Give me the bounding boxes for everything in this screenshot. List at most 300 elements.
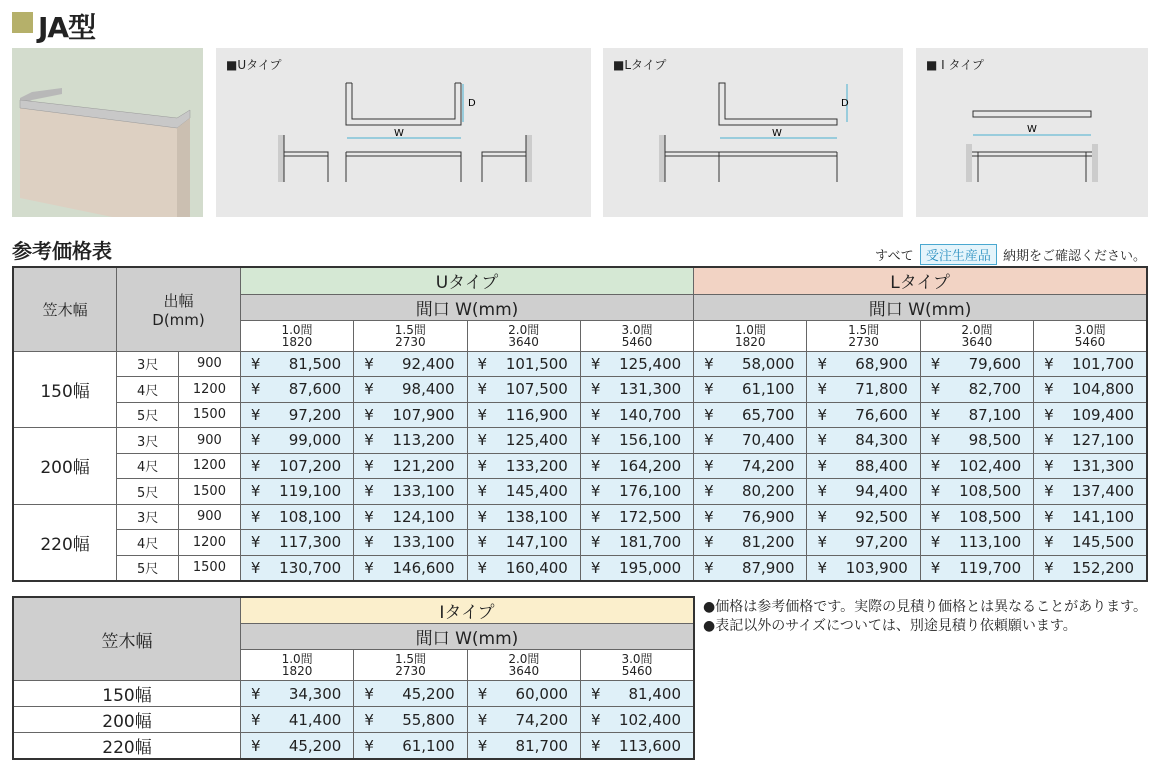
yen-sign: ¥: [930, 533, 941, 552]
yen-sign: ¥: [817, 431, 827, 450]
notes: [703, 598, 1153, 636]
price-cell: [467, 733, 580, 760]
price-value: 137,400: [1071, 482, 1134, 501]
ken-label: 1.5間: [394, 652, 427, 666]
price-value: 88,400: [855, 456, 908, 475]
yen-sign: ¥: [250, 405, 261, 424]
yen-sign: ¥: [477, 482, 488, 501]
price-cell: [354, 428, 467, 454]
price-value: 107,200: [279, 456, 342, 475]
yen-sign: ¥: [477, 558, 488, 577]
price-cell: [694, 351, 807, 377]
title-square-icon: [12, 12, 33, 33]
price-cell: [240, 733, 353, 760]
price-value: 195,000: [619, 558, 682, 577]
price-value: 125,400: [619, 354, 682, 373]
price-cell: [920, 504, 1033, 530]
yen-sign: ¥: [930, 380, 941, 399]
price-value: 113,200: [392, 431, 455, 450]
width-column-header: [354, 650, 467, 681]
width-column-header: [580, 320, 693, 351]
u-type-drawing: [216, 48, 591, 217]
yen-sign: ¥: [930, 456, 941, 475]
price-value: 58,000: [741, 354, 795, 373]
price-value: 87,100: [968, 405, 1022, 424]
price-value: 124,100: [392, 507, 455, 526]
price-cell: [580, 555, 693, 581]
price-cell: [354, 453, 467, 479]
u-type-label: ■Uタイプ: [226, 58, 282, 72]
price-cell: [807, 479, 920, 505]
price-cell: [354, 555, 467, 581]
price-value: 101,500: [505, 354, 568, 373]
price-value: 117,300: [279, 533, 342, 552]
section-title: 参考価格表: [12, 239, 112, 263]
price-value: 81,200: [741, 533, 795, 552]
price-cell: [354, 479, 467, 505]
price-cell: [694, 555, 807, 581]
price-value: 65,700: [741, 405, 795, 424]
price-cell: [694, 530, 807, 556]
price-value: 172,500: [619, 507, 682, 526]
price-cell: [920, 351, 1033, 377]
yen-sign: ¥: [704, 456, 714, 475]
yen-sign: ¥: [250, 456, 261, 475]
yen-sign: ¥: [817, 533, 827, 552]
yen-sign: ¥: [250, 736, 261, 755]
price-value: 84,300: [855, 431, 908, 450]
price-cell: [354, 351, 467, 377]
width-column-header: [467, 320, 580, 351]
shaku-cell: 4尺: [117, 453, 179, 479]
width-header: 間口 W(mm): [240, 624, 694, 650]
i-type-header: Iタイプ: [240, 597, 694, 624]
yen-sign: ¥: [817, 558, 827, 577]
table-row: [13, 555, 1147, 581]
yen-sign: ¥: [930, 558, 941, 577]
yen-sign: ¥: [250, 558, 261, 577]
table-row: [13, 479, 1147, 505]
price-value: 104,800: [1071, 380, 1134, 399]
yen-sign: ¥: [704, 431, 714, 450]
product-image: [12, 48, 203, 217]
depth-cell: 1200: [178, 530, 240, 556]
depth-cell: 900: [178, 428, 240, 454]
yen-sign: ¥: [1044, 482, 1054, 501]
price-value: 108,500: [959, 482, 1022, 501]
price-value: 45,200: [288, 736, 342, 755]
price-cell: [467, 479, 580, 505]
price-cell: [467, 681, 580, 707]
price-value: 101,700: [1071, 354, 1134, 373]
shaku-cell: 5尺: [117, 555, 179, 581]
mm-label: 3640: [961, 334, 993, 349]
l-type-label: ■Lタイプ: [613, 58, 667, 72]
price-value: 133,100: [392, 533, 455, 552]
price-cell: [240, 681, 353, 707]
yen-sign: ¥: [930, 482, 941, 501]
price-cell: [467, 530, 580, 556]
l-type-header: Lタイプ: [694, 267, 1147, 294]
price-value: 125,400: [505, 431, 568, 450]
yen-sign: ¥: [250, 710, 261, 729]
price-cell: [1034, 402, 1147, 428]
price-value: 133,200: [505, 456, 568, 475]
mm-label: 3640: [508, 664, 540, 678]
depth-header: [117, 267, 241, 351]
price-value: 80,200: [741, 482, 795, 501]
made-to-order-notice: [875, 244, 1146, 265]
price-value: 113,100: [959, 533, 1022, 552]
yen-sign: ¥: [364, 533, 374, 552]
width-header: 間口 W(mm): [240, 294, 693, 320]
yen-sign: ¥: [1044, 354, 1054, 373]
ken-label: 2.0間: [961, 322, 993, 337]
yen-sign: ¥: [364, 380, 374, 399]
price-cell: [240, 555, 353, 581]
mm-label: 1820: [281, 664, 313, 678]
price-value: 103,900: [845, 558, 908, 577]
table-row: [13, 351, 1147, 377]
price-cell: [467, 351, 580, 377]
price-cell: [807, 377, 920, 403]
price-cell: [1034, 351, 1147, 377]
ken-label: 2.0間: [508, 652, 540, 666]
price-value: 146,600: [392, 558, 455, 577]
yen-sign: ¥: [1044, 507, 1054, 526]
price-cell: [240, 707, 353, 733]
price-value: 164,200: [619, 456, 682, 475]
table-row: [13, 428, 1147, 454]
ken-label: 2.0間: [508, 322, 540, 337]
mm-label: 2730: [848, 334, 879, 349]
yen-sign: ¥: [591, 736, 601, 755]
yen-sign: ¥: [364, 431, 374, 450]
yen-sign: ¥: [590, 431, 601, 450]
yen-sign: ¥: [1044, 431, 1054, 450]
depth-cell: 1500: [178, 555, 240, 581]
price-cell: [807, 504, 920, 530]
price-value: 147,100: [505, 533, 568, 552]
i-type-label: ■ I タイプ: [926, 58, 984, 72]
price-value: 160,400: [505, 558, 568, 577]
mm-label: 3640: [508, 334, 539, 349]
yen-sign: ¥: [250, 354, 261, 373]
price-value: 113,600: [618, 736, 681, 755]
table-row: [13, 402, 1147, 428]
yen-sign: ¥: [364, 710, 374, 729]
ken-label: 3.0間: [621, 652, 653, 666]
price-value: 102,400: [618, 710, 681, 729]
table-row: [13, 707, 694, 733]
price-value: 45,200: [402, 684, 455, 703]
yen-sign: ¥: [591, 710, 601, 729]
width-column-header: [354, 320, 467, 351]
kasagi-width-cell: 220幅: [13, 733, 240, 760]
price-value: 156,100: [619, 431, 682, 450]
price-cell: [694, 479, 807, 505]
ken-label: 1.5間: [848, 322, 880, 337]
price-value: 34,300: [288, 684, 342, 703]
price-value: 68,900: [855, 354, 908, 373]
price-cell: [240, 479, 353, 505]
yen-sign: ¥: [704, 558, 714, 577]
yen-sign: ¥: [250, 380, 261, 399]
price-cell: [467, 377, 580, 403]
w-label: W: [1027, 124, 1037, 135]
price-value: 55,800: [402, 710, 455, 729]
i-type-drawing: [916, 48, 1148, 217]
price-cell: [354, 707, 467, 733]
kasagi-width-cell: 150幅: [13, 681, 240, 707]
shaku-cell: 4尺: [117, 530, 179, 556]
price-value: 81,500: [288, 354, 342, 373]
ken-label: 1.5間: [394, 322, 426, 337]
price-value: 152,200: [1071, 558, 1134, 577]
depth-cell: 1200: [178, 377, 240, 403]
yen-sign: ¥: [477, 684, 488, 703]
price-value: 76,600: [855, 405, 908, 424]
mm-label: 1820: [735, 334, 766, 349]
yen-sign: ¥: [590, 354, 601, 373]
depth-cell: 1500: [178, 479, 240, 505]
mm-label: 5460: [621, 664, 653, 678]
mm-label: 2730: [395, 334, 426, 349]
l-type-diagram: [603, 48, 903, 217]
price-cell: [807, 453, 920, 479]
width-column-header: [694, 320, 807, 351]
price-cell: [354, 504, 467, 530]
price-value: 74,200: [741, 456, 795, 475]
price-cell: [240, 530, 353, 556]
price-cell: [580, 530, 693, 556]
price-cell: [920, 555, 1033, 581]
yen-sign: ¥: [477, 710, 488, 729]
price-cell: [580, 351, 693, 377]
depth-label: 出幅: [163, 291, 194, 310]
ul-price-table: [12, 266, 1148, 582]
i-price-table: [12, 596, 695, 760]
price-cell: [920, 428, 1033, 454]
yen-sign: ¥: [1044, 380, 1054, 399]
l-type-drawing: [603, 48, 903, 217]
i-type-diagram: [916, 48, 1148, 217]
price-cell: [807, 402, 920, 428]
price-cell: [694, 453, 807, 479]
price-value: 127,100: [1071, 431, 1134, 450]
yen-sign: ¥: [590, 456, 601, 475]
price-value: 74,200: [515, 710, 569, 729]
price-value: 79,600: [968, 354, 1022, 373]
price-cell: [920, 402, 1033, 428]
yen-sign: ¥: [477, 380, 488, 399]
price-cell: [240, 504, 353, 530]
price-cell: [694, 428, 807, 454]
price-value: 109,400: [1071, 405, 1134, 424]
depth-cell: 1500: [178, 402, 240, 428]
price-cell: [580, 377, 693, 403]
width-column-header: [240, 650, 353, 681]
price-cell: [240, 453, 353, 479]
price-cell: [920, 479, 1033, 505]
width-column-header: [240, 320, 353, 351]
kasagi-width-cell: 200幅: [13, 428, 117, 505]
yen-sign: ¥: [364, 507, 374, 526]
notice-suffix: 納期をご確認ください。: [1002, 249, 1146, 264]
price-cell: [1034, 377, 1147, 403]
shaku-cell: 3尺: [117, 351, 179, 377]
yen-sign: ¥: [930, 507, 941, 526]
product-photo: [12, 48, 203, 217]
price-cell: [354, 377, 467, 403]
price-value: 141,100: [1071, 507, 1134, 526]
shaku-cell: 4尺: [117, 377, 179, 403]
price-value: 94,400: [855, 482, 908, 501]
yen-sign: ¥: [477, 431, 488, 450]
price-cell: [694, 402, 807, 428]
table-row: [13, 453, 1147, 479]
price-cell: [354, 681, 467, 707]
yen-sign: ¥: [477, 456, 488, 475]
price-cell: [354, 402, 467, 428]
yen-sign: ¥: [590, 380, 601, 399]
width-column-header: [920, 320, 1033, 351]
price-cell: [807, 428, 920, 454]
price-cell: [581, 681, 694, 707]
yen-sign: ¥: [477, 405, 488, 424]
price-cell: [467, 428, 580, 454]
price-value: 61,100: [402, 736, 455, 755]
yen-sign: ¥: [817, 380, 827, 399]
price-value: 60,000: [515, 684, 569, 703]
table-row: [13, 530, 1147, 556]
price-value: 116,900: [505, 405, 568, 424]
price-cell: [240, 377, 353, 403]
price-value: 133,100: [392, 482, 455, 501]
price-cell: [240, 402, 353, 428]
table-row: [13, 504, 1147, 530]
width-column-header: [581, 650, 694, 681]
depth-cell: 900: [178, 351, 240, 377]
yen-sign: ¥: [704, 533, 714, 552]
price-value: 71,800: [855, 380, 908, 399]
yen-sign: ¥: [704, 354, 714, 373]
price-value: 119,100: [279, 482, 342, 501]
yen-sign: ¥: [250, 533, 261, 552]
table-row: [13, 377, 1147, 403]
yen-sign: ¥: [817, 507, 827, 526]
width-column-header: [1034, 320, 1147, 351]
width-column-header: [807, 320, 920, 351]
price-value: 108,500: [959, 507, 1022, 526]
price-value: 82,700: [968, 380, 1022, 399]
price-value: 99,000: [288, 431, 342, 450]
price-value: 97,200: [855, 533, 908, 552]
page-title: JA型: [38, 11, 96, 44]
price-value: 81,700: [515, 736, 569, 755]
yen-sign: ¥: [704, 405, 714, 424]
price-cell: [354, 530, 467, 556]
yen-sign: ¥: [364, 684, 374, 703]
yen-sign: ¥: [817, 482, 827, 501]
ken-label: 1.0間: [281, 652, 313, 666]
d-label: D: [841, 98, 849, 109]
yen-sign: ¥: [477, 354, 488, 373]
price-cell: [354, 733, 467, 760]
yen-sign: ¥: [364, 354, 374, 373]
price-cell: [1034, 555, 1147, 581]
ken-label: 1.0間: [281, 322, 313, 337]
price-cell: [1034, 428, 1147, 454]
mm-label: 5460: [1074, 334, 1106, 349]
price-value: 131,300: [619, 380, 682, 399]
price-value: 98,400: [402, 380, 455, 399]
yen-sign: ¥: [590, 558, 601, 577]
price-cell: [1034, 453, 1147, 479]
price-cell: [467, 555, 580, 581]
w-label: W: [772, 128, 782, 139]
ken-label: 1.0間: [734, 322, 766, 337]
yen-sign: ¥: [477, 533, 488, 552]
notice-prefix: すべて: [874, 249, 914, 264]
price-cell: [580, 504, 693, 530]
yen-sign: ¥: [704, 482, 714, 501]
price-cell: [580, 479, 693, 505]
price-value: 130,700: [279, 558, 342, 577]
yen-sign: ¥: [817, 354, 827, 373]
shaku-cell: 5尺: [117, 479, 179, 505]
mm-label: 5460: [621, 334, 653, 349]
yen-sign: ¥: [477, 736, 488, 755]
ken-label: 3.0間: [621, 322, 653, 337]
yen-sign: ¥: [704, 507, 714, 526]
yen-sign: ¥: [590, 482, 601, 501]
price-value: 181,700: [619, 533, 682, 552]
shaku-cell: 5尺: [117, 402, 179, 428]
price-value: 70,400: [741, 431, 795, 450]
kasagi-width-cell: 220幅: [13, 504, 117, 581]
price-value: 107,500: [505, 380, 568, 399]
note-2: ●表記以外のサイズについては、別途見積り依頼願います。: [703, 618, 1077, 634]
yen-sign: ¥: [817, 456, 827, 475]
price-value: 140,700: [619, 405, 682, 424]
yen-sign: ¥: [250, 482, 261, 501]
price-cell: [694, 377, 807, 403]
price-value: 119,700: [959, 558, 1022, 577]
yen-sign: ¥: [250, 431, 261, 450]
price-value: 131,300: [1071, 456, 1134, 475]
price-value: 61,100: [741, 380, 795, 399]
ken-label: 3.0間: [1074, 322, 1106, 337]
price-value: 108,100: [279, 507, 342, 526]
yen-sign: ¥: [364, 482, 374, 501]
shaku-cell: 3尺: [117, 428, 179, 454]
yen-sign: ¥: [477, 507, 488, 526]
price-cell: [581, 707, 694, 733]
yen-sign: ¥: [364, 456, 374, 475]
yen-sign: ¥: [250, 684, 261, 703]
price-value: 92,400: [402, 354, 455, 373]
price-cell: [580, 428, 693, 454]
yen-sign: ¥: [250, 507, 261, 526]
price-cell: [580, 453, 693, 479]
price-value: 87,900: [741, 558, 795, 577]
yen-sign: ¥: [1044, 456, 1054, 475]
yen-sign: ¥: [704, 380, 714, 399]
yen-sign: ¥: [1044, 405, 1054, 424]
price-cell: [807, 555, 920, 581]
price-cell: [920, 377, 1033, 403]
